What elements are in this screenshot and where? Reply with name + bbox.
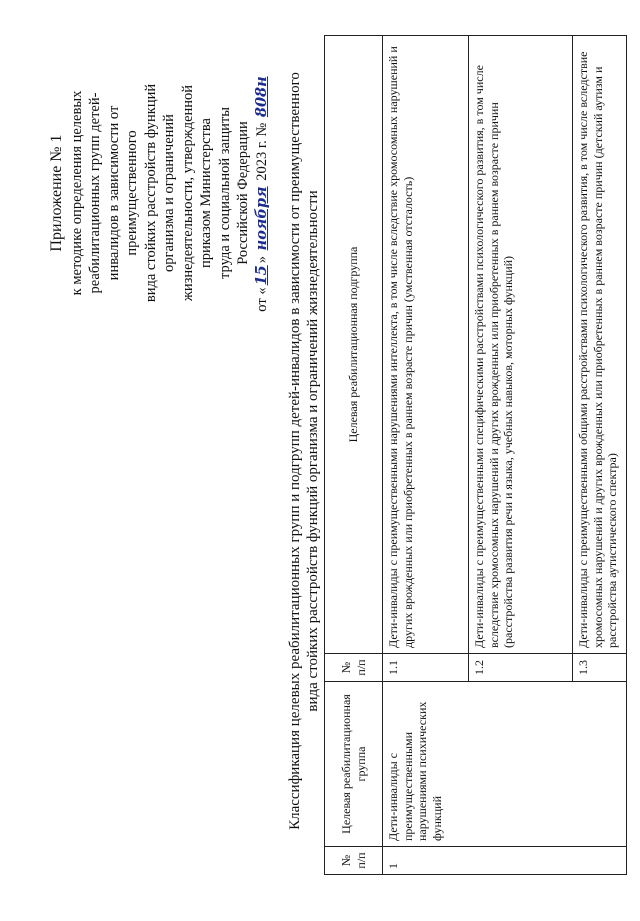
subgroup-text-cell: Дети-инвалиды с преимущественными специфическими расстройствами психологического развития, в том числе вследствие хромосомных нарушений и других врожденных или приобретенных в раннем возрасте причин (расстройства развития речи и языка, учебных навыков, моторных функций) bbox=[469, 36, 573, 654]
document-title bbox=[286, 21, 322, 881]
group-name-cell: Дети-инвалиды с преимущественными нарушениями психических функций bbox=[383, 682, 627, 847]
header-num: № п/п bbox=[325, 847, 383, 875]
appendix-line: жизнедеятельности, утвержденной bbox=[179, 84, 196, 302]
appendix-title: Приложение № 1 bbox=[48, 134, 65, 252]
subgroup-num-cell: 1.1 bbox=[383, 654, 469, 682]
table-row bbox=[383, 36, 469, 875]
appendix-line: инвалидов в зависимости от bbox=[105, 105, 122, 281]
order-date-mid: » bbox=[253, 252, 270, 264]
group-num-cell: 1 bbox=[383, 847, 627, 875]
classification-table-wrap bbox=[324, 35, 627, 875]
header-group: Целевая реабилитационная группа bbox=[325, 682, 383, 847]
appendix-block bbox=[48, 43, 271, 343]
order-date-line bbox=[253, 43, 272, 343]
appendix-line: преимущественного bbox=[124, 130, 140, 256]
header-subgroup: Целевая реабилитационная подгруппа bbox=[325, 36, 383, 654]
appendix-line: труда и социальной защиты bbox=[216, 107, 233, 279]
appendix-line: к методике определения целевых bbox=[68, 90, 85, 296]
appendix-line: вида стойких расстройств функций bbox=[142, 83, 159, 303]
appendix-line: приказом Министерства bbox=[198, 118, 214, 268]
subgroup-text-cell: Дети-инвалиды с преимущественными нарушениями интеллекта, в том числе вследствие хромосомных нарушений и других врожденных или приобретенных в раннем возрасте причин (умственная отсталость) bbox=[383, 36, 469, 654]
appendix-line: реабилитационных групп детей- bbox=[87, 92, 103, 294]
handwritten-day: 15 bbox=[252, 265, 270, 286]
order-date-year: 2023 г. № bbox=[253, 119, 270, 185]
document-title-line: Классификация целевых реабилитационных групп и подгрупп детей-инвалидов в зависимости от преимущественного bbox=[287, 72, 303, 830]
handwritten-month: ноября bbox=[252, 186, 270, 251]
appendix-line: Российской Федерации bbox=[235, 121, 251, 265]
handwritten-order-number: 808н bbox=[252, 76, 270, 118]
table-header-row bbox=[325, 36, 383, 875]
classification-table bbox=[324, 35, 627, 875]
subgroup-num-cell: 1.2 bbox=[469, 654, 573, 682]
header-sub-num: № п/п bbox=[325, 654, 383, 682]
subgroup-num-cell: 1.3 bbox=[573, 654, 627, 682]
document-title-line: вида стойких расстройств функций организма и ограничений жизнедеятельности bbox=[305, 190, 321, 712]
appendix-line: организма и ограничений bbox=[161, 114, 177, 272]
subgroup-text-cell: Дети-инвалиды с преимущественными общими расстройствами психологического развития, в том числе вследствие хромосомных нарушений и других врожденных или приобретенных в раннем возрасте причин (детский аутизм и расстройства аутистического спектра) bbox=[573, 36, 627, 654]
order-date-prefix: от « bbox=[253, 287, 270, 312]
